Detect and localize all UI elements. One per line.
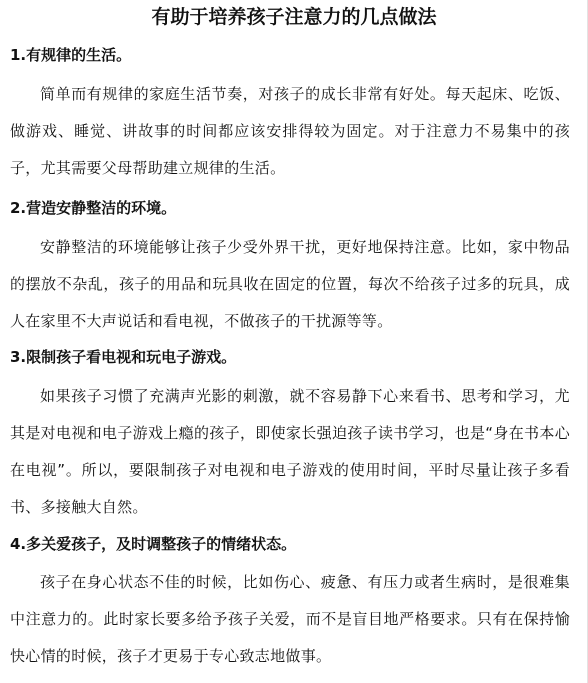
section-body-3: 如果孩子习惯了充满声光影的刺激，就不容易静下心来看书、思考和学习，尤其是对电视和电子游戏上瘾的孩子，即使家长强迫孩子读书学习，也是“身在书本心在电视”。所以，要限制孩子对电视和电子游戏的使用时间，平时尽量让孩子多看书、多接触大自然。 — [10, 387, 570, 516]
section-heading-1: 1.有规律的生活。 — [10, 46, 132, 64]
section-body-1: 简单而有规律的家庭生活节奏，对孩子的成长非常有好处。每天起床、吃饭、做游戏、睡觉、讲故事的时间都应该安排得较为固定。对于注意力不易集中的孩子，尤其需要父母帮助建立规律的生活。 — [10, 85, 570, 177]
section-heading-2: 2.营造安静整洁的环境。 — [10, 199, 177, 217]
article-title: 有助于培养孩子注意力的几点做法 — [151, 6, 437, 28]
section-heading-4: 4.多关爱孩子，及时调整孩子的情绪状态。 — [10, 535, 297, 553]
section-body-4: 孩子在身心状态不佳的时候，比如伤心、疲惫、有压力或者生病时，是很难集中注意力的。此时家长要多给予孩子关爱，而不是盲目地严格要求。只有在保持愉快心情的时候，孩子才更易于专心致志地做事。 — [10, 573, 570, 665]
section-body-2: 安静整洁的环境能够让孩子少受外界干扰，更好地保持注意。比如，家中物品的摆放不杂乱，孩子的用品和玩具收在固定的位置，每次不给孩子过多的玩具，成人在家里不大声说话和看电视，不做孩子的干扰源等等。 — [10, 238, 570, 330]
section-heading-3: 3.限制孩子看电视和玩电子游戏。 — [10, 348, 237, 366]
